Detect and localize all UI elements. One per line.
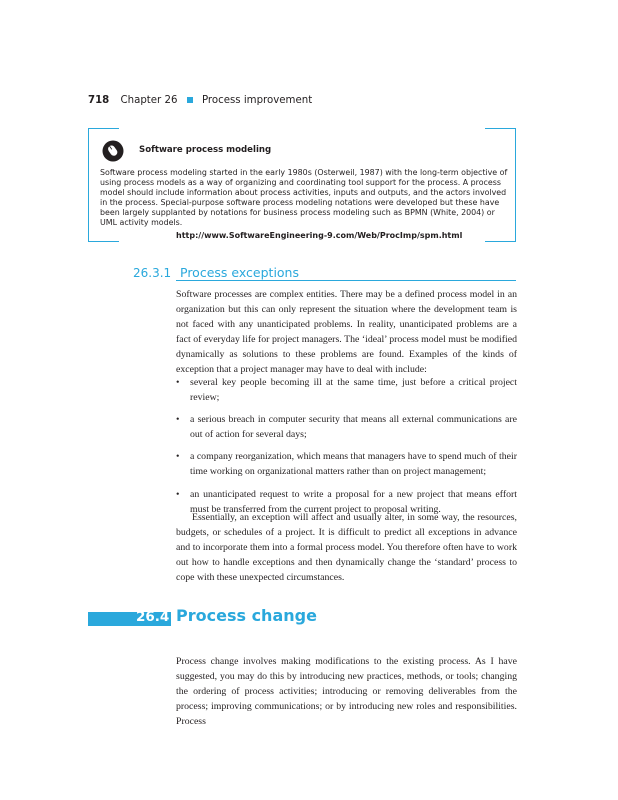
list-item — [176, 412, 517, 442]
aside-right-rule — [515, 128, 516, 242]
list-item — [176, 449, 517, 479]
list-item-text: a serious breach in computer security that means all external communications are out of action for several days; — [190, 414, 517, 441]
section-body-paragraph: Process change involves making modifications to the existing process. As I have suggested, you may do this by introducing new practices, methods, or tools; changing the ordering of process activities; introducing or removing deliverables from the process; improving communications; or by introducing new roles and responsibilities. Process — [176, 656, 517, 728]
bullet-icon: • — [176, 377, 180, 388]
subsection-title: Process exceptions — [180, 265, 299, 280]
corner-bracket — [485, 227, 516, 242]
list-item-text: an unanticipated request to write a proposal for a new project that means effort must be transferred from the current project to proposal writing. — [190, 488, 517, 515]
bullet-icon: • — [176, 451, 180, 463]
subsection-number: 26.3.1 — [133, 266, 172, 280]
web-link-mouse-icon — [102, 140, 124, 162]
page-number: 718 — [88, 95, 110, 106]
bullet-icon: • — [176, 414, 180, 426]
header-square-icon — [187, 97, 193, 103]
exception-list — [176, 375, 517, 524]
subsection-rule — [176, 280, 516, 281]
section-title: Process change — [176, 606, 317, 625]
aside-title: Software process modeling — [139, 145, 272, 155]
corner-bracket — [485, 128, 516, 143]
closing-paragraph: Essentially, an exception will affect and usually alter, in some way, the resources, budgets, or schedules of a project. It is difficult to predict all exceptions in advance and to incorporate them into a formal process model. You therefore often have to work out how to handle exceptions and then dynamically change the ‘standard’ process to cope with these unexpected circumstances. — [176, 512, 517, 584]
corner-bracket — [88, 227, 119, 242]
list-item-text: a company reorganization, which means that managers have to spend much of their time working on organizational matters rather than on project management; — [190, 451, 517, 478]
bullet-icon: • — [176, 488, 180, 500]
aside-body: Software process modeling started in the early 1980s (Osterweil, 1987) with the long-term objective of using process models as a way of organizing and coordinating tool support for the process. A process model should include information about process activities, inputs and outputs, and the actors involved in the process. Special-purpose software process modeling notations were developed but these have been largely supplanted by notations for business process modeling such as BPMN (White, 2004) or UML activity models. — [100, 168, 508, 228]
aside-left-rule — [88, 128, 89, 242]
list-item — [176, 375, 517, 405]
intro-paragraph: Software processes are complex entities. There may be a defined process model in an organization but this can only represent the situation where the development team is not faced with any unanticipated problems. In reality, unanticipated problems are a fact of everyday life for project managers. The ‘ideal’ process model must be modified dynamically as solutions to these problems are found. Examples of the kinds of exception that a project manager may have to deal with include: — [176, 289, 517, 376]
section-number: 26.4 — [136, 609, 170, 625]
list-item-text: several key people becoming ill at the same time, just before a critical project review; — [190, 377, 517, 404]
aside-url-link[interactable]: http://www.SoftwareEngineering-9.com/Web/ProcImp/spm.html — [176, 231, 463, 240]
chapter-title: Process improvement — [201, 95, 313, 106]
running-header — [88, 95, 312, 106]
chapter-label: Chapter 26 — [120, 95, 178, 106]
aside-box — [88, 128, 516, 242]
